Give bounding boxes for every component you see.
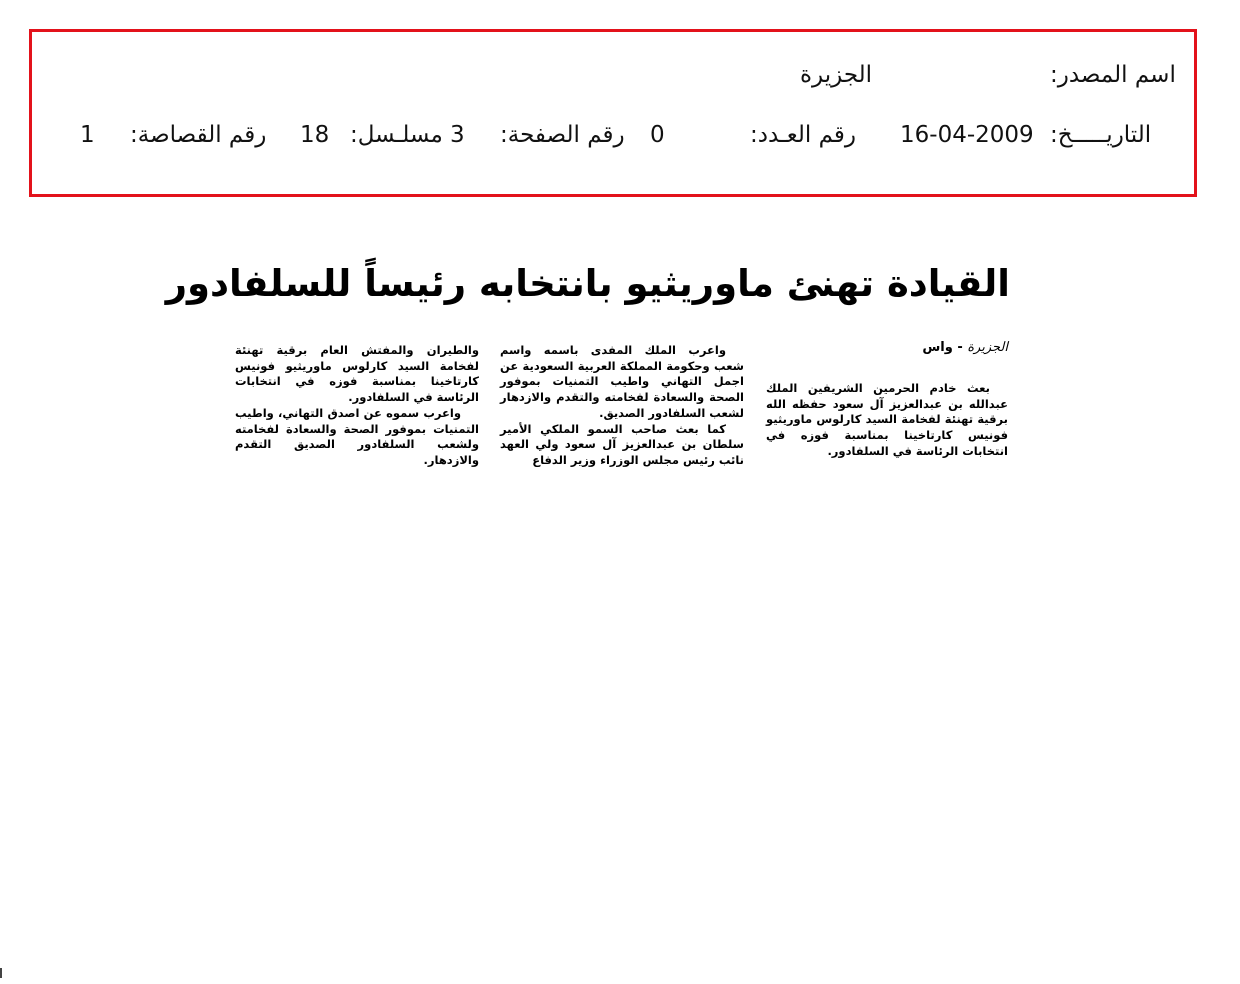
article-paragraph: بعث خادم الحرمين الشريفين الملك عبدالله بن عبدالعزيز آل سعود حفظه الله برقية تهنئة لفخامة السيد كارلوس ماوريثيو فونيس كارتاخينا بمناسبة فوزه في انتخابات الرئاسة في السلفادور.	[766, 381, 1008, 458]
source-value: الجزيرة	[800, 62, 873, 88]
page-value: 3	[450, 122, 465, 148]
issue-label: رقم العـدد:	[750, 122, 857, 148]
clip-value: 1	[80, 122, 95, 148]
source-label: اسم المصدر:	[1050, 62, 1176, 88]
article-dateline	[900, 340, 1008, 355]
date-label: التاريـــــخ:	[1050, 122, 1152, 148]
scan-edge-mark	[0, 968, 2, 978]
article-column-2	[500, 343, 744, 469]
article-column-1	[766, 381, 1008, 460]
article-column-3	[235, 343, 479, 469]
clipping-metadata-box	[29, 29, 1197, 197]
serial-label: مسلـسل:	[350, 122, 443, 148]
article-paragraph: واعرب الملك المفدى باسمه واسم شعب وحكومة المملكة العربية السعودية عن اجمل التهاني واطيب التمنيات بموفور الصحة والسعادة لفخامته والتقدم والازدهار لشعب السلفادور الصديق.	[500, 343, 744, 420]
serial-value: 18	[300, 122, 330, 148]
issue-value: 0	[650, 122, 665, 148]
article-paragraph: واعرب سموه عن اصدق التهاني، واطيب التمنيات بموفور الصحة والسعادة لفخامته ولشعب السلفادور الصديق التقدم والازدهار.	[235, 405, 479, 467]
article-paragraph: كما بعث صاحب السمو الملكي الأمير سلطان بن عبدالعزيز آل سعود ولي العهد نائب رئيس مجلس الوزراء وزير الدفاع	[500, 421, 744, 467]
article-headline: القيادة تهنئ ماوريثيو بانتخابه رئيساً للسلفادور	[165, 262, 1010, 305]
date-value: 16-04-2009	[900, 122, 1034, 148]
page-label: رقم الصفحة:	[500, 122, 625, 148]
article-paragraph: والطيران والمفتش العام برقية تهنئة لفخامة السيد كارلوس ماوريثيو فونيس كارتاخينا بمناسبة فوزه في انتخابات الرئاسة في السلفادور.	[235, 343, 479, 405]
clip-label: رقم القصاصة:	[130, 122, 267, 148]
agency-name: - واس	[922, 340, 963, 355]
newspaper-mark: الجزيرة	[967, 340, 1008, 355]
